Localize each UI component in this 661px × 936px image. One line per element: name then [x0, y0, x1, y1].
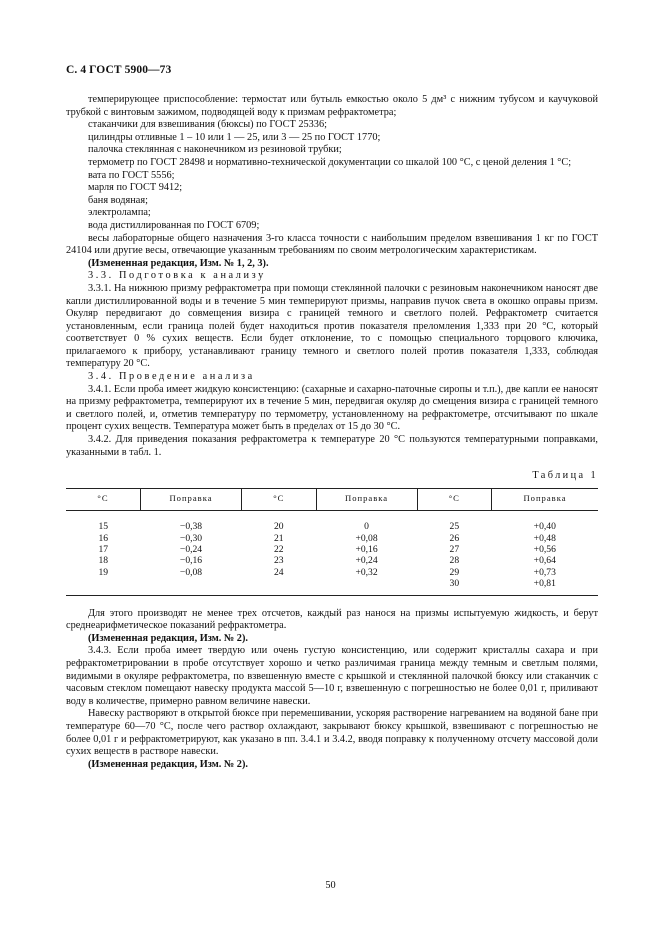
table-cell: 16	[98, 532, 109, 544]
table-header-cell: °С	[66, 488, 140, 510]
paragraph-beakers: стаканчики для взвешивания (бюксы) по ГОСТ 25336;	[88, 119, 327, 131]
table-cell: 21	[273, 532, 284, 544]
table-row	[66, 578, 598, 595]
table-cell: −0,24	[179, 544, 203, 556]
paragraph-3-4-2: 3.4.2. Для приведения показания рефрактометра к температуре 20 °С пользуются температурными поправками, указанными в табл. 1.	[66, 434, 598, 458]
table-header-row	[66, 488, 598, 510]
table-cell: 18	[98, 555, 109, 567]
paragraph-cotton: вата по ГОСТ 5556;	[88, 169, 175, 181]
paragraph-3-3-1: 3.3.1. На нижнюю призму рефрактометра при помощи стеклянной палочки с резиновым наконечником наносят две капли дистиллированной воды и в течение 5 мин темперируют призмы, направив пучок света в окошко оправы призм. Окуляр передвигают до совмещения визира с границей темного и светлого полей. Рефрактометр считается установленным, если граница полей будет находиться против показателя преломления 1,333 при 20 °С, который соответствует 0 % сухих веществ. Если будет отклонение, то с помощью специального торцового ключика, прилагаемого к прибору, устанавливают границу темного и светлого полей против показателя 1,333, соблюдая температуру 20 °С.	[66, 282, 598, 370]
section-heading-analysis: 3.4. Проведение анализа	[88, 371, 255, 383]
table-cell: +0,24	[355, 555, 378, 567]
table-cell: 25	[449, 521, 460, 533]
table-cell	[66, 578, 140, 595]
table-row	[66, 567, 598, 578]
table-cell: +0,32	[355, 566, 378, 578]
table-cell: +0,73	[533, 566, 556, 578]
paragraph-3-4-1: 3.4.1. Если проба имеет жидкую консистенцию: (сахарные и сахарно-паточные сиропы и т.п.), две капли ее наносят на призму рефрактометра, темперируют их в течение 5 мин, передвигая окуляр до смещения визира с границей темного и светлого полей, и, отметив температуру по термометру, установленному на рефрактометре, отсчитывают по шкале процент сухих веществ. Температура может быть в пределах от 15 до 30 °С.	[66, 383, 598, 433]
table-cell: 27	[449, 544, 460, 556]
paragraph-thermometer: термометр по ГОСТ 28498 и нормативно-технической документации со шкалой 100 °С, с ценой деления 1 °С;	[88, 156, 572, 168]
table-header-cell: Поправка	[316, 488, 417, 510]
paragraph-glass-rod: палочка стеклянная с наконечником из резиновой трубки;	[88, 144, 342, 156]
paragraph-3-4-3: 3.4.3. Если проба имеет твердую или очень густую консистенцию, или содержит кристаллы сахара и при рефрактометрировании в пробе отсутствует хорошо и четко различимая граница между темным и светлым полями, видимыми в окуляре рефрактометра, по взвешенную вместе с крышкой и стеклянной палочкой бюксу или стаканчик с часовым стеклом помещают навеску продукта массой 5—10 г, взвешенную с погрешностью не более 0,01 г, приливают воду в количестве, примерно равном величине навески.	[66, 645, 598, 707]
table-cell: +0,56	[533, 544, 556, 556]
table-cell: 19	[98, 566, 109, 578]
table-cell	[140, 578, 241, 595]
table-cell: −0,08	[179, 566, 203, 578]
table-cell: 15	[98, 521, 109, 533]
amendment-note: (Измененная редакция, Изм. № 2).	[88, 632, 248, 644]
table-row	[66, 511, 598, 533]
table-row	[66, 544, 598, 555]
paragraph-scales: весы лабораторные общего назначения 3-го класса точности с наибольшим пределом взвешивания 1 кг по ГОСТ 24104 или другие весы, отвечающие указанным требованиям по своим метрологическим характеристикам.	[66, 232, 598, 257]
table-cell: −0,30	[179, 532, 203, 544]
page-number: 50	[325, 880, 336, 891]
paragraph-water: вода дистиллированная по ГОСТ 6709;	[88, 219, 260, 231]
table-header-cell: °С	[242, 488, 316, 510]
paragraph-water-bath: баня водяная;	[88, 194, 148, 206]
table-cell: 29	[449, 566, 460, 578]
table-cell: −0,16	[179, 555, 203, 567]
table-cell: +0,16	[355, 544, 378, 556]
table-header-cell: °С	[417, 488, 491, 510]
table-cell: 20	[273, 521, 284, 533]
table-cell: +0,08	[355, 532, 378, 544]
table-cell: +0,81	[492, 578, 598, 595]
table-cell: 17	[98, 544, 109, 556]
table-cell: +0,48	[533, 532, 556, 544]
paragraph-cylinders: цилиндры отливные 1 – 10 или 1 — 25, или 3 — 25 по ГОСТ 1770;	[88, 131, 381, 143]
table-caption: Таблица 1	[532, 470, 598, 482]
amendment-note: (Измененная редакция, Изм. № 1, 2, 3).	[88, 257, 269, 269]
amendment-note: (Измененная редакция, Изм. № 2).	[88, 758, 248, 770]
paragraph-lamp: электролампа;	[88, 207, 151, 219]
paragraph-after-table: Для этого производят не менее трех отсчетов, каждый раз нанося на призмы испытуемую жидкость, и берут среднеарифметическое показаний рефрактометра.	[66, 607, 598, 632]
table-cell: −0,38	[179, 521, 203, 533]
paragraph-dissolving: Навеску растворяют в открытой бюксе при перемешивании, ускоряя растворение нагреванием на водяной бане при температуре 60—70 °С, после чего раствор охлаждают, закрывают бюксу крышкой, взвешивают с погрешностью не более 0,01 г и рефрактометрируют, как указано в пп. 3.4.1 и 3.4.2, вводя поправку к полученному отсчету массовой доли сухих веществ в растворе навески.	[66, 708, 598, 758]
paragraph-gauze: марля по ГОСТ 9412;	[88, 182, 183, 194]
table-cell: 24	[273, 566, 284, 578]
paragraph-thermostat: темперирующее приспособление: термостат или бутыль емкостью около 5 дм³ с нижним тубусом и каучуковой трубкой с винтовым зажимом, подводящей воду к призмам рефрактометра;	[66, 94, 598, 118]
table-cell: +0,64	[533, 555, 556, 567]
document-body	[66, 94, 598, 771]
table-cell	[242, 578, 316, 595]
table-cell	[316, 578, 417, 595]
table-cell: 0	[364, 521, 369, 533]
table-cell: +0,40	[533, 521, 556, 533]
correction-table	[66, 488, 598, 596]
running-header: С. 4 ГОСТ 5900—73	[66, 64, 172, 76]
section-heading-preparation: 3.3. Подготовка к анализу	[88, 270, 266, 282]
table-header-cell: Поправка	[492, 488, 598, 510]
table-row	[66, 555, 598, 566]
table-cell: 22	[273, 544, 284, 556]
table-cell: 26	[449, 532, 460, 544]
table-cell: 23	[273, 555, 284, 567]
table-cell: 30	[417, 578, 491, 595]
table-cell: 28	[449, 555, 460, 567]
table-header-cell: Поправка	[140, 488, 241, 510]
table-row	[66, 533, 598, 544]
